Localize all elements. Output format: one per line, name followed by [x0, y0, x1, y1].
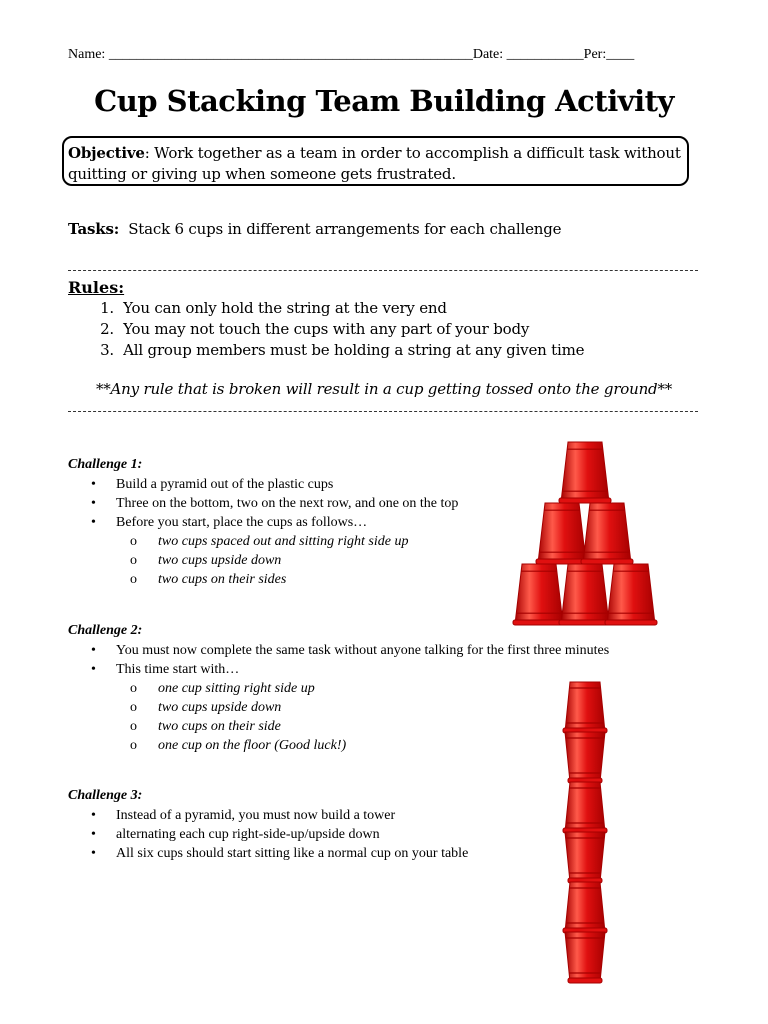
list-item: • Build a pyramid out of the plastic cups — [68, 475, 458, 494]
period-label: Per: — [583, 47, 607, 62]
cup-icon — [513, 564, 565, 625]
cup-icon — [565, 832, 605, 883]
circle-bullet-icon: o — [130, 700, 137, 715]
cup-tower-illustration — [560, 680, 610, 990]
challenge-2-list — [68, 641, 609, 755]
cup-icon — [559, 442, 611, 503]
sub-list-item: o two cups spaced out and sitting right side up — [130, 534, 409, 549]
cup-icon — [565, 732, 605, 783]
rule-item — [68, 319, 584, 340]
rule-text: You can only hold the string at the very end — [123, 299, 447, 317]
bullet-icon: • — [91, 808, 96, 823]
challenge-1-list — [68, 475, 458, 589]
sub-list-item: o two cups on their side — [130, 719, 281, 734]
tasks-label: Tasks: — [68, 220, 120, 238]
sub-list-item: o one cup on the floor (Good luck!) — [130, 738, 347, 753]
rule-item — [68, 340, 584, 361]
bullet-icon: • — [91, 477, 96, 492]
bullet-icon: • — [91, 515, 96, 530]
period-field[interactable]: ____ — [606, 47, 635, 62]
list-item: • You must now complete the same task without anyone talking for the first three minutes — [68, 641, 609, 660]
circle-bullet-icon: o — [130, 534, 137, 549]
divider-bottom — [68, 411, 698, 412]
page-title: Cup Stacking Team Building Activity — [94, 84, 674, 118]
cup-icon — [565, 932, 605, 983]
circle-bullet-icon: o — [130, 553, 137, 568]
rule-number: 1. — [100, 299, 114, 317]
challenge-2-heading: Challenge 2: — [68, 623, 143, 638]
bullet-icon: • — [91, 662, 96, 677]
rule-item — [68, 298, 584, 319]
challenge-3-list — [68, 806, 468, 863]
name-label: Name: — [68, 47, 106, 62]
rule-number: 3. — [100, 341, 114, 359]
cup-icon — [581, 503, 633, 564]
cup-icon — [559, 564, 611, 625]
list-item: • This time start with… — [68, 660, 609, 679]
challenge-3-heading: Challenge 3: — [68, 788, 143, 803]
tasks-text: Stack 6 cups in different arrangements for each challenge — [128, 220, 562, 238]
sub-list-item: o two cups on their sides — [130, 572, 287, 587]
circle-bullet-icon: o — [130, 572, 137, 587]
bullet-icon: • — [91, 643, 96, 658]
rule-warning: **Any rule that is broken will result in a cup getting tossed onto the ground** — [95, 380, 673, 398]
name-field[interactable]: ____________________________________________________ — [108, 47, 473, 62]
challenge-1-heading: Challenge 1: — [68, 457, 143, 472]
cup-icon — [536, 503, 588, 564]
sub-list-item: o one cup sitting right side up — [130, 681, 315, 696]
rule-text: All group members must be holding a string at any given time — [123, 341, 585, 359]
cup-icon — [605, 564, 657, 625]
objective-text: : Work together as a team in order to accomplish a difficult task without quitting or giving up when someone gets frustrated. — [68, 144, 681, 183]
list-item: • Before you start, place the cups as follows… — [68, 513, 458, 532]
bullet-icon: • — [91, 846, 96, 861]
header-fields — [68, 47, 634, 63]
cup-icon — [563, 682, 607, 733]
rules-list — [68, 298, 584, 361]
bullet-icon: • — [91, 496, 96, 511]
divider-top — [68, 270, 698, 271]
rule-text: You may not touch the cups with any part of your body — [123, 320, 530, 338]
bullet-icon: • — [91, 827, 96, 842]
list-item: • Three on the bottom, two on the next row, and one on the top — [68, 494, 458, 513]
list-item: • alternating each cup right-side-up/upside down — [68, 825, 468, 844]
cup-icon — [563, 882, 607, 933]
cup-pyramid-illustration — [515, 440, 655, 630]
sub-list-item: o two cups upside down — [130, 553, 282, 568]
rule-number: 2. — [100, 320, 114, 338]
circle-bullet-icon: o — [130, 738, 137, 753]
circle-bullet-icon: o — [130, 719, 137, 734]
circle-bullet-icon: o — [130, 681, 137, 696]
cup-icon — [563, 782, 607, 833]
sub-list-item: o two cups upside down — [130, 700, 282, 715]
list-item: • Instead of a pyramid, you must now build a tower — [68, 806, 468, 825]
objective-box — [62, 136, 689, 186]
objective-label: Objective — [68, 144, 145, 162]
list-item: • All six cups should start sitting like a normal cup on your table — [68, 844, 468, 863]
rules-heading: Rules: — [68, 278, 125, 297]
tasks-line — [68, 220, 561, 238]
date-label: Date: — [472, 47, 504, 62]
date-field[interactable]: ___________ — [506, 47, 584, 62]
